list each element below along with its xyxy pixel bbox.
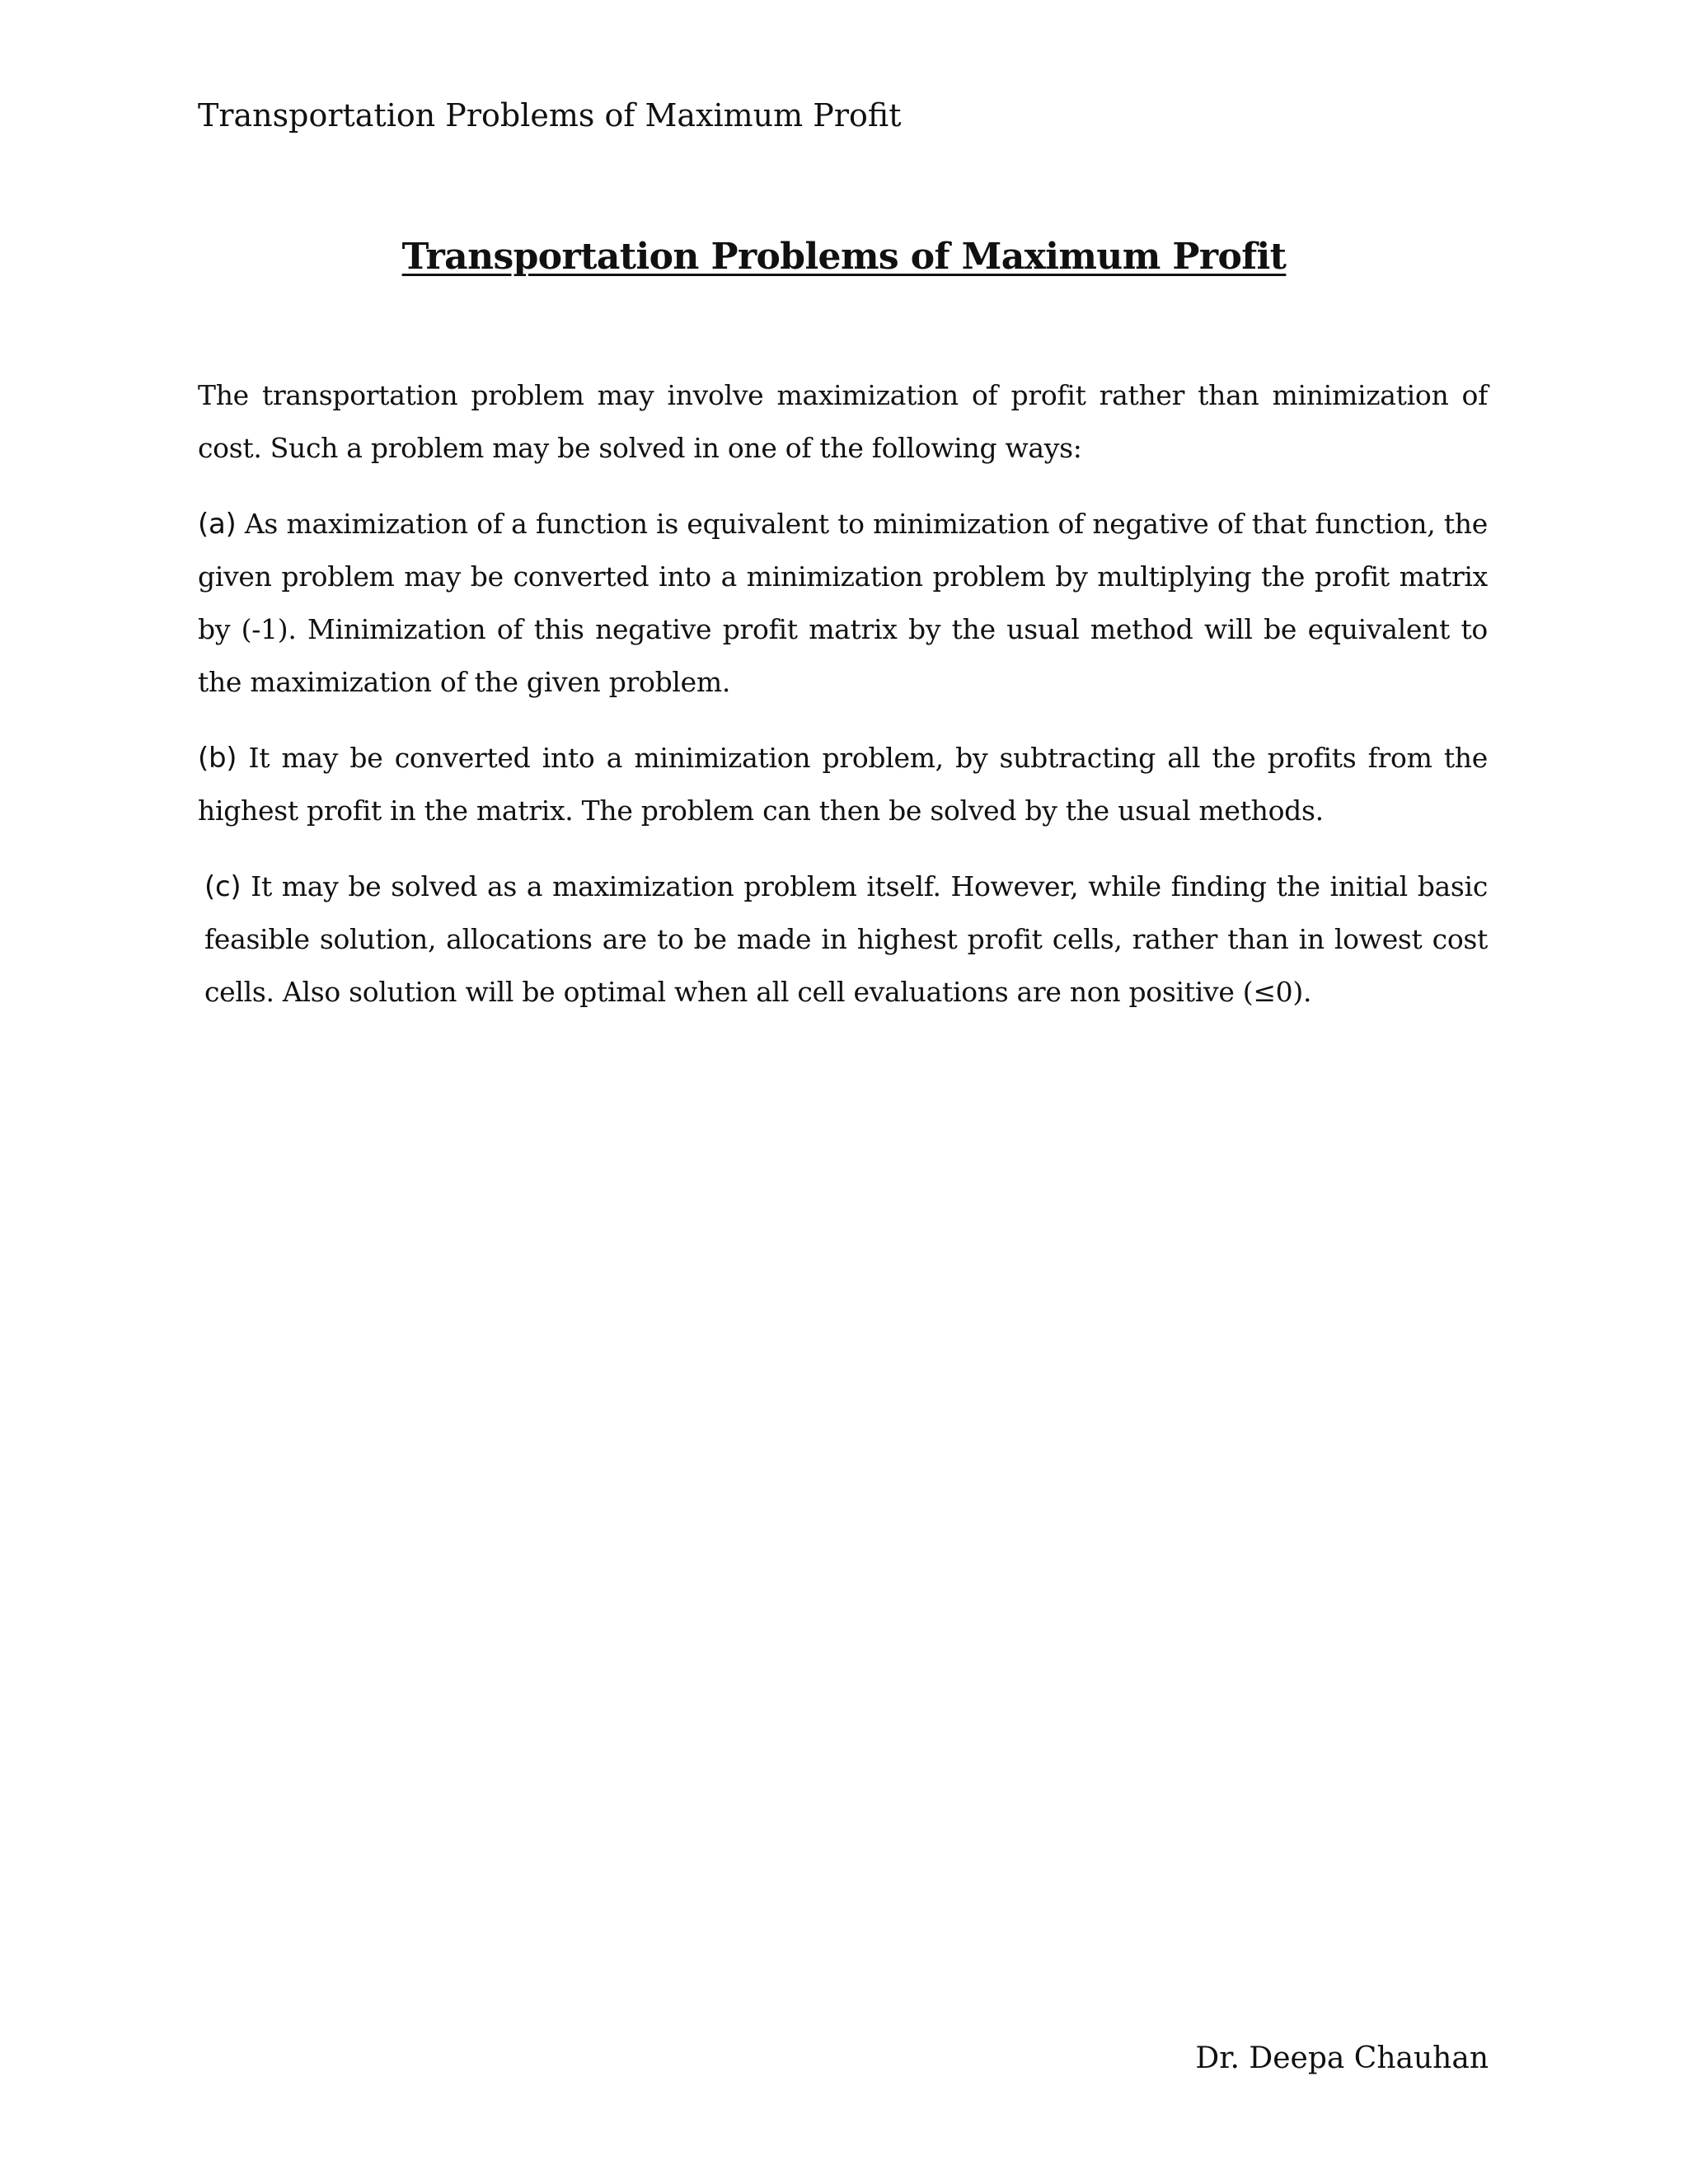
method-item-a-label: (a) xyxy=(198,508,237,541)
footer-author: Dr. Deepa Chauhan xyxy=(1195,2041,1489,2075)
method-item-c-text: It may be solved as a maximization problem itself. However, while finding the initial basic feasible solution, allocations are to be made in highest profit cells, rather than in lowest cost cells. Also solution will be optimal when all cell evaluations are non positive (≤0). xyxy=(204,870,1488,1008)
intro-paragraph: The transportation problem may involve maximization of profit rather than minimization of cost. Such a problem may be solved in one of the following ways: xyxy=(198,379,1488,464)
method-item-a-text: As maximization of a function is equivalent to minimization of negative of that function, the given problem may be converted into a minimization problem by multiplying the profit matrix by (-1). Minimization of this negative profit matrix by the usual method will be equivalent to the maximization of the given problem. xyxy=(198,508,1488,698)
method-item-b xyxy=(198,732,1488,837)
method-item-b-label: (b) xyxy=(198,742,237,775)
document-body xyxy=(198,369,1488,1042)
page-title: Transportation Problems of Maximum Profit xyxy=(401,236,1287,278)
method-item-c-label: (c) xyxy=(204,870,241,903)
running-header-title: Transportation Problems of Maximum Profit xyxy=(198,97,902,134)
method-item-b-text: It may be converted into a minimization problem, by subtracting all the profits from the highest profit in the matrix. The problem can then be solved by the usual methods. xyxy=(198,742,1488,827)
method-item-c xyxy=(198,860,1488,1019)
method-item-a xyxy=(198,498,1488,709)
